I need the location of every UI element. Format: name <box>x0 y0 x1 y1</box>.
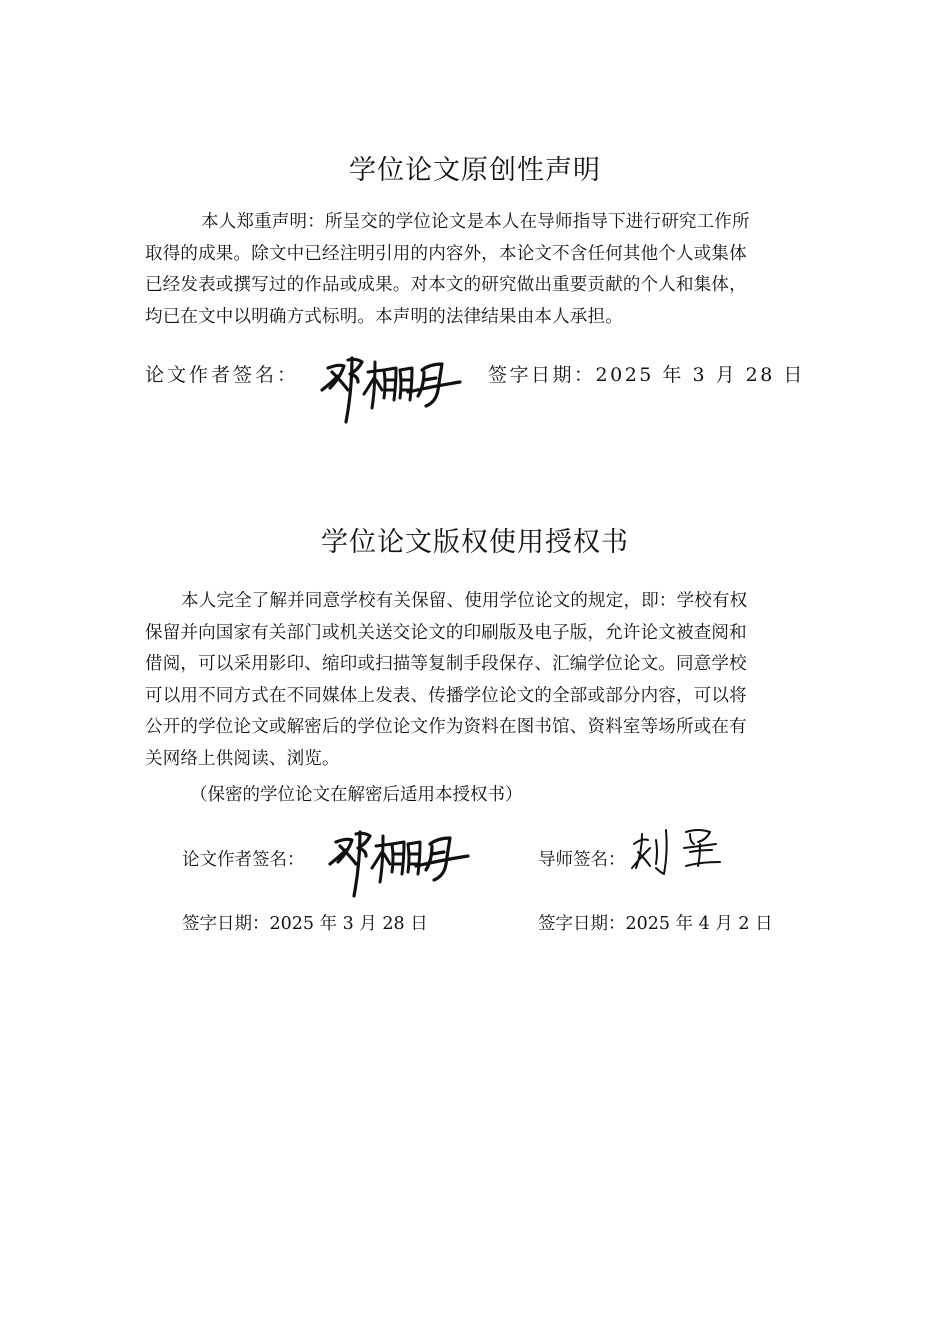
authorization-author-sign-label: 论文作者签名： <box>182 850 305 870</box>
declaration-sign-date-value: 2025 年 3 月 28 日 <box>595 364 805 386</box>
authorization-paragraph <box>145 586 809 775</box>
authorization-line: 保留并向国家有关部门或机关送交论文的印刷版及电子版，允许论文被查阅和 <box>145 622 747 643</box>
authorization-supervisor-date: 签字日期：2025 年 4 月 2 日 <box>538 914 773 934</box>
authorization-line: 公开的学位论文或解密后的学位论文作为资料在图书馆、资料室等场所或在有 <box>145 717 747 737</box>
declaration-line: 本人郑重声明：所呈交的学位论文是本人在导师指导下进行研究工作所 <box>201 212 750 232</box>
author-signature-2 <box>326 820 476 902</box>
authorization-line: 本人完全了解并同意学校有关保留、使用学位论文的规定，即：学校有权 <box>181 591 748 611</box>
authorization-line: 关网络上供阅读、浏览。 <box>145 748 340 769</box>
supervisor-signature <box>628 822 728 880</box>
declaration-sign-date-label: 签字日期： <box>488 364 596 386</box>
authorization-note: （保密的学位论文在解密后适用本授权书） <box>190 785 523 805</box>
declaration-paragraph <box>145 207 809 333</box>
authorization-line: 借阅，可以采用影印、缩印或扫描等复制手段保存、汇编学位论文。同意学校 <box>145 654 747 674</box>
declaration-line: 均已在文中以明确方式标明。本声明的法律结果由本人承担。 <box>145 306 623 327</box>
authorization-line: 可以用不同方式在不同媒体上发表、传播学位论文的全部或部分内容，可以将 <box>145 685 747 706</box>
authorization-author-date: 签字日期：2025 年 3 月 28 日 <box>182 914 428 934</box>
declaration-line: 取得的成果。除文中已经注明引用的内容外，本论文不含任何其他个人或集体 <box>145 243 747 264</box>
author-signature <box>318 350 468 428</box>
declaration-title: 学位论文原创性声明 <box>349 155 601 186</box>
declaration-author-sign-label: 论文作者签名： <box>145 364 300 386</box>
authorization-supervisor-sign-label: 导师签名： <box>538 850 626 870</box>
declaration-line: 已经发表或撰写过的作品或成果。对本文的研究做出重要贡献的个人和集体， <box>145 275 747 295</box>
declaration-sign-date <box>488 360 805 387</box>
authorization-title: 学位论文版权使用授权书 <box>321 527 629 558</box>
